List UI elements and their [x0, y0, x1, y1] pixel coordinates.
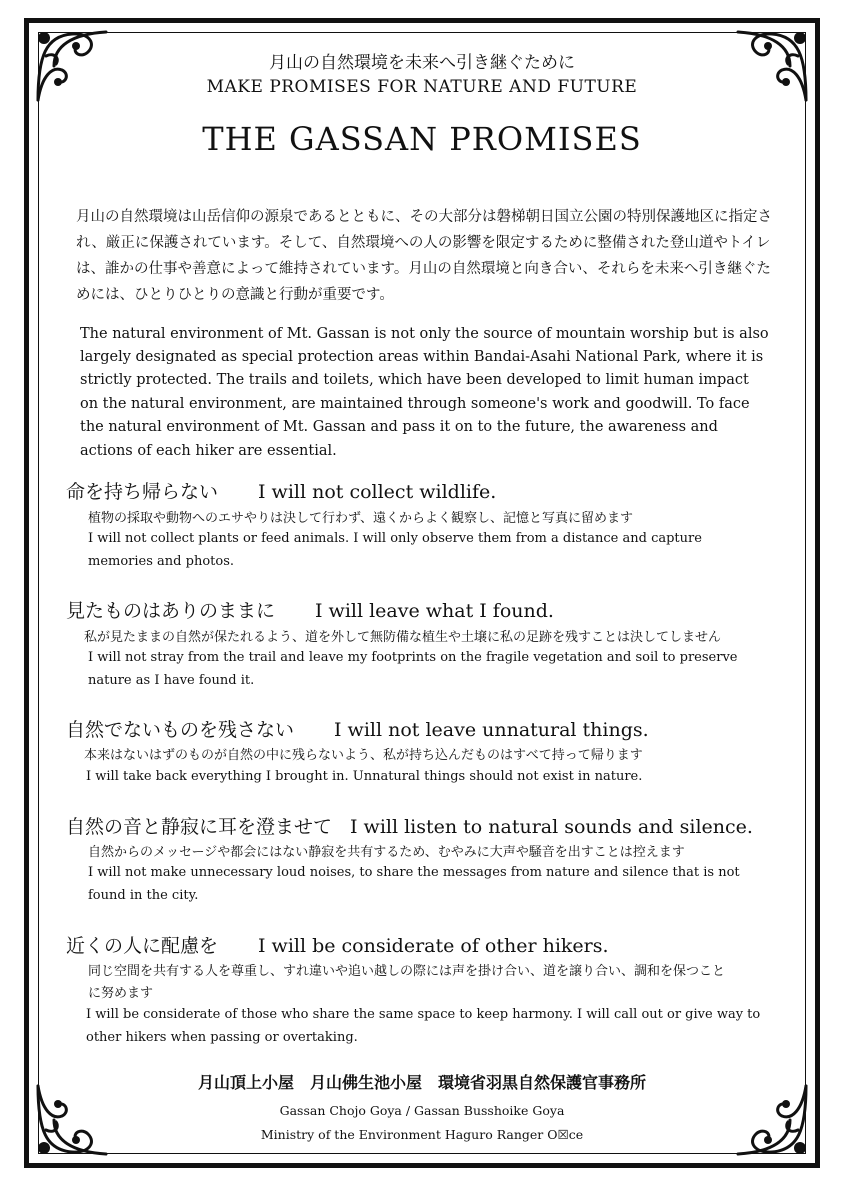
page-title: THE GASSAN PROMISES [202, 120, 642, 158]
footer-organizations-jp: 月山頂上小屋 月山佛生池小屋 環境省羽黒自然保護官事務所 [197, 1073, 646, 1092]
promise-title-jp: 自然でないものを残さない [66, 719, 295, 741]
promise-desc-en: I will not make unnecessary loud noises, to share the messages from nature and silence that is not found in the city. [88, 865, 740, 903]
promise-title-en: I will be considerate of other hikers. [258, 935, 609, 957]
promise-title-en: I will leave what I found. [315, 600, 554, 622]
promise-desc-jp: 自然からのメッセージや都会にはない静寂を共有するため、むやみに大声や騒音を出すことは控えます [88, 845, 685, 860]
promise-title-jp: 自然の音と静寂に耳を澄ませて [66, 816, 333, 838]
intro-jp: 月山の自然環境は山岳信仰の源泉であるとともに、その大部分は磐梯朝日国立公園の特別保護地区に指定され、厳正に保護されています。そして、自然環境への人の影響を限定するために整備された登山道やトイレは、誰かの仕事や善意によって維持されています。月山の自然環境と向き合い、それらを未来へ引き継ぐためには、ひとりひとりの意識と行動が重要です。 [76, 208, 772, 303]
promise-desc-en: I will take back everything I brought in. Unnatural things should not exist in nature. [86, 769, 643, 784]
footer-ministry-en: Ministry of the Environment Haguro Ranger O☒ce [260, 1127, 584, 1142]
promise-desc-jp: 植物の採取や動物へのエサやりは決して行わず、遠くからよく観察し、記憶と写真に留めます [88, 511, 633, 526]
promise-title-jp: 近くの人に配慮を [66, 935, 219, 957]
promise-heading [66, 715, 649, 742]
promise-heading [66, 931, 609, 958]
header-jp: 月山の自然環境を未来へ引き継ぐために [269, 53, 575, 73]
promise-desc-en: I will not collect plants or feed animals. I will only observe them from a distance and capture memories and photos. [88, 531, 702, 569]
promise-desc-jp: 本来はないはずのものが自然の中に残らないよう、私が持ち込んだものはすべて持って帰ります [84, 748, 643, 763]
footer-huts-en: Gassan Chojo Goya / Gassan Busshoike Goya [279, 1103, 565, 1118]
ornament-corner-icon [32, 1082, 110, 1160]
promise-heading [66, 596, 554, 623]
promise-desc-jp: 私が見たままの自然が保たれるよう、道を外して無防備な植生や土壌に私の足跡を残すことは決してしません [84, 630, 722, 645]
promise-title-en: I will not collect wildlife. [258, 481, 497, 503]
header-en: MAKE PROMISES FOR NATURE AND FUTURE [206, 77, 638, 97]
promise-desc-en: I will be considerate of those who share the same space to keep harmony. I will call out or give way to other hikers when passing or overtaking. [86, 1007, 761, 1045]
promise-desc-en: I will not stray from the trail and leave my footprints on the fragile vegetation and soil to preserve nature as I have found it. [88, 650, 738, 688]
ornament-corner-icon [734, 1082, 812, 1160]
intro-en: The natural environment of Mt. Gassan is not only the source of mountain worship but is also largely designated as special protection areas within Bandai-Asahi National Park, where it is strictly protected. The trails and toilets, which have been developed to limit human impact on the natural environment, are maintained through someone's work and goodwill. To face the natural environment of Mt. Gassan and pass it on to the future, the awareness and actions of each hiker are essential. [80, 325, 769, 459]
promise-title-en: I will listen to natural sounds and silence. [350, 816, 753, 838]
promise-title-jp: 命を持ち帰らない [66, 481, 219, 503]
promise-title-jp: 見たものはありのままに [66, 600, 276, 622]
promise-heading [66, 477, 496, 504]
promise-heading [66, 812, 753, 839]
promise-title-en: I will not leave unnatural things. [334, 719, 649, 741]
promise-desc-jp: 同じ空間を共有する人を尊重し、すれ違いや追い越しの際には声を掛け合い、道を譲り合い、調和を保つことに努めます [88, 964, 726, 1001]
